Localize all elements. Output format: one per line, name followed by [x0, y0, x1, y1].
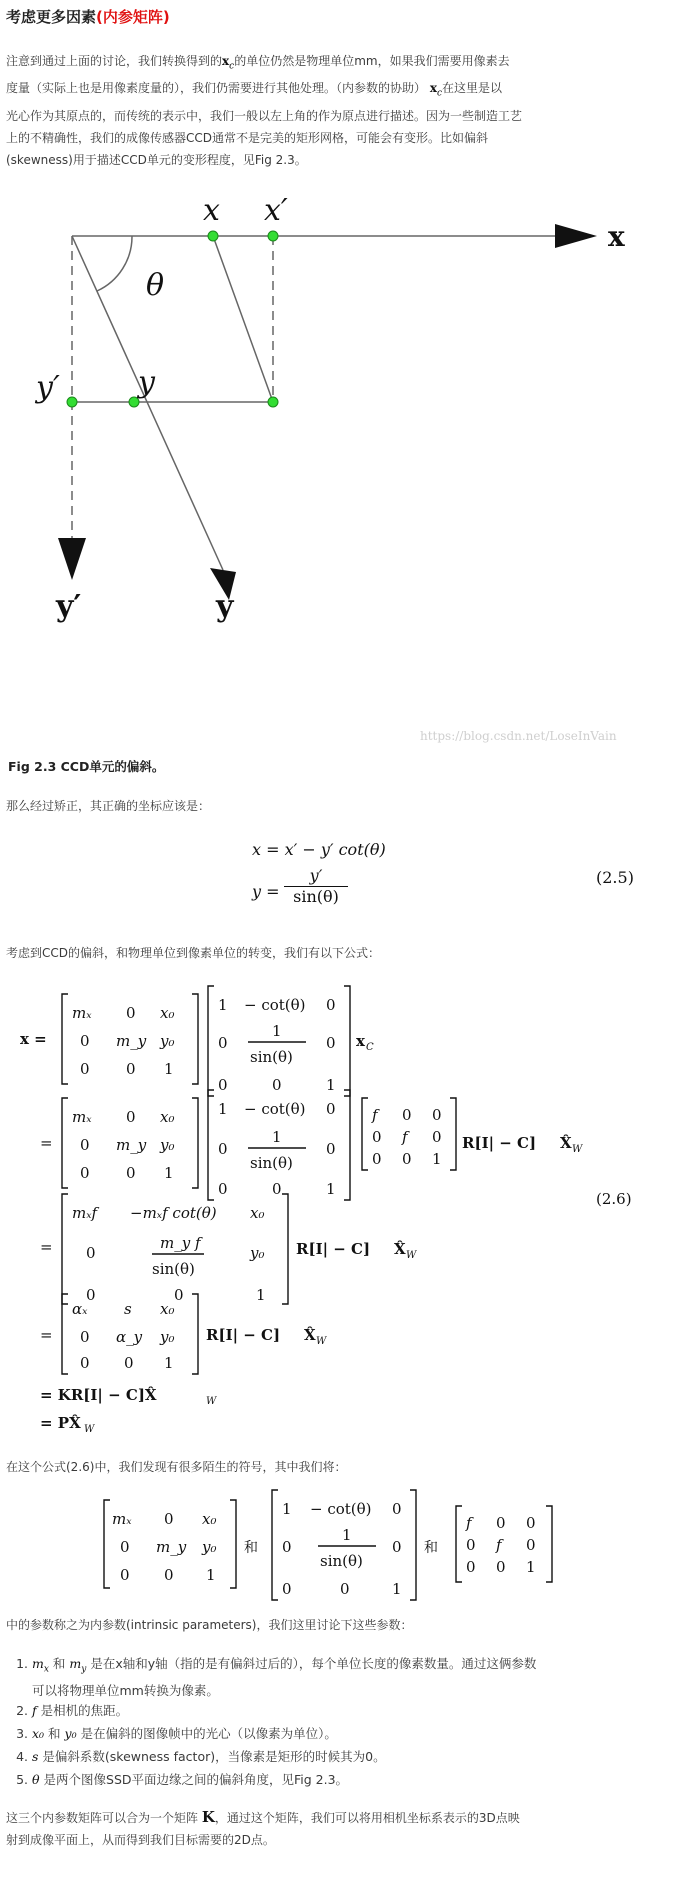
m2-cell: sin(θ)	[320, 1552, 363, 1570]
m2-cell: 0	[272, 1076, 282, 1094]
eq26-w: W	[84, 1424, 95, 1435]
m4-cell: sin(θ)	[152, 1260, 195, 1278]
eq26-xc-sub: C	[366, 1042, 374, 1053]
point-yp	[67, 397, 77, 407]
math-x0: x₀	[32, 1725, 45, 1741]
eq26-ric: R[I| − C]	[296, 1240, 371, 1258]
m2-cell: 0	[326, 996, 336, 1014]
m3-cell: f	[466, 1514, 472, 1532]
m2-cell: 0	[326, 1034, 336, 1052]
m2-cell: 0	[282, 1580, 292, 1598]
m2-cell: 0	[218, 1034, 228, 1052]
intro-paragraph	[6, 50, 642, 171]
m5-cell: x₀	[160, 1300, 175, 1318]
m4-cell: x₀	[250, 1204, 265, 1222]
text-formula: 在这个公式(2.6)中，我们发现有很多陌生的符号，其中我们将：	[6, 1460, 347, 1474]
m5-cell: 1	[164, 1354, 174, 1372]
m4-cell: m_y f	[160, 1234, 201, 1252]
outro-text: 这三个内参数矩阵可以合为一个矩阵	[6, 1811, 199, 1825]
outro-line-1	[6, 1806, 642, 1829]
intrinsic-matrices	[0, 1486, 686, 1604]
eq26-eq: =	[40, 1238, 53, 1256]
point-corner	[268, 397, 278, 407]
m4-cell: mₓf	[72, 1204, 98, 1222]
math-sub-c: c	[437, 88, 443, 99]
eq26-eq: =	[40, 1134, 53, 1152]
m3-cell: 0	[526, 1514, 536, 1532]
eq25-den: sin(θ)	[284, 886, 348, 906]
m5-cell: αₓ	[72, 1300, 88, 1318]
m3-cell: f	[372, 1106, 378, 1124]
intro-line-5: (skewness)用于描述CCD单元的变形程度，见Fig 2.3。	[6, 152, 307, 167]
outro-text: ，通过这个矩阵，我们可以将用相机坐标系表示的3D点映	[214, 1811, 520, 1825]
m3-cell: 0	[466, 1558, 476, 1576]
x-axis-arrowhead	[555, 224, 597, 248]
m4-cell: y₀	[250, 1244, 265, 1262]
m5-cell: s	[124, 1300, 132, 1318]
heading-main: 考虑更多因素	[6, 8, 97, 26]
eq25-number: (2.5)	[596, 868, 634, 887]
m2-cell: 0	[392, 1500, 402, 1518]
math-theta: θ	[32, 1771, 40, 1787]
eq25-num: y′	[309, 866, 323, 885]
text-corrected: 那么经过矫正，其正确的坐标应该是：	[6, 799, 211, 813]
m1-cell: m_y	[116, 1032, 147, 1050]
m1-cell: 1	[206, 1566, 216, 1584]
m2-cell: 1	[272, 1022, 282, 1040]
figure-caption: Fig 2.3 CCD单元的偏斜。	[8, 759, 165, 774]
m1-cell: x₀	[160, 1004, 175, 1022]
m3-cell: f	[402, 1128, 408, 1146]
math-y0: y₀	[64, 1725, 77, 1741]
m4-cell: 0	[86, 1286, 96, 1304]
eq25-line1	[252, 840, 386, 859]
m3-cell: 0	[432, 1128, 442, 1146]
label-yp: y′	[36, 370, 60, 405]
intro-text: 的单位仍然是物理单位mm，如果我们需要用像素去	[234, 54, 510, 68]
label-yp-axis: y′	[56, 589, 82, 624]
eq25-fraction	[284, 866, 348, 906]
m1-cell: m_y	[116, 1136, 147, 1154]
m5-cell: y₀	[160, 1328, 175, 1346]
eq26-w: W	[206, 1396, 217, 1407]
text-consider: 考虑到CCD的偏斜，和物理单位到像素单位的转变，我们有以下公式：	[6, 946, 381, 960]
list-text: 可以将物理单位mm转换为像素。	[32, 1682, 219, 1698]
eq26-xhat: X̂	[560, 1134, 572, 1152]
m2-cell: 0	[218, 1180, 228, 1198]
intro-line-2	[6, 77, 642, 104]
label-theta: θ	[146, 268, 165, 303]
outro-line-2: 射到成像平面上，从而得到我们目标需要的2D点。	[6, 1833, 275, 1847]
m1-cell: 1	[164, 1164, 174, 1182]
m2-cell: sin(θ)	[250, 1048, 293, 1066]
m2-cell: 0	[282, 1538, 292, 1556]
m3-cell: 0	[466, 1536, 476, 1554]
m1-cell: 0	[126, 1164, 136, 1182]
intro-text: 在这里是以	[442, 81, 503, 96]
eq26-line5: = KR[I| − C]X̂	[40, 1386, 157, 1404]
math-xc: x	[429, 81, 437, 96]
label-y-axis: y	[216, 589, 234, 624]
m1-cell: 0	[126, 1108, 136, 1126]
m3-cell: f	[496, 1536, 502, 1554]
and-word: 和	[424, 1540, 438, 1556]
m5-cell: α_y	[116, 1328, 143, 1346]
yp-axis-arrowhead	[58, 538, 86, 580]
list-item	[32, 1768, 672, 1791]
m1-cell: 0	[80, 1136, 90, 1154]
point-xp	[268, 231, 278, 241]
math-my: m	[69, 1656, 82, 1671]
intro-text: 度量（实际上也是用像素度量的），我们仍需要进行其他处理。（内参数的协助）	[6, 81, 427, 96]
m3-cell: 0	[496, 1514, 506, 1532]
label-x: x	[203, 193, 220, 228]
list-text: 是偏斜系数(skewness factor)，当像素是矩形的时候其为0。	[42, 1748, 386, 1764]
m3-cell: 1	[526, 1558, 536, 1576]
and-word: 和	[244, 1540, 258, 1556]
m2-cell: 1	[392, 1580, 402, 1598]
m2-cell: 0	[392, 1538, 402, 1556]
label-y: y	[138, 365, 155, 400]
m4-cell: −mₓf cot(θ)	[130, 1204, 217, 1222]
m1-cell: 0	[80, 1060, 90, 1078]
m5-cell: 0	[80, 1354, 90, 1372]
skew-figure	[0, 168, 686, 748]
m3-cell: 0	[496, 1558, 506, 1576]
eq26-w: W	[316, 1336, 327, 1347]
m1-cell: 0	[120, 1538, 130, 1556]
list-text: 是两个图像SSD平面边缘之间的偏斜角度，见Fig 2.3。	[43, 1771, 349, 1787]
heading-highlight: (内参矩阵)	[96, 8, 170, 26]
label-xp: x′	[264, 193, 288, 228]
m2-cell: 0	[218, 1140, 228, 1158]
m2-cell: 1	[326, 1076, 336, 1094]
eq26-ric: R[I| − C]	[206, 1326, 281, 1344]
watermark: https://blog.csdn.net/LoseInVain	[420, 729, 617, 743]
m1-cell: 0	[120, 1566, 130, 1584]
m3-cell: 0	[402, 1106, 412, 1124]
m1-cell: y₀	[160, 1032, 175, 1050]
intro-text: 注意到通过上面的讨论，我们转换得到的	[6, 54, 223, 68]
eq26-line6: = PX̂	[40, 1414, 81, 1432]
eq26-xc: x	[356, 1032, 365, 1050]
m1-cell: mₓ	[72, 1004, 92, 1022]
list-item: 1. $m_x$ 和 $m_y$ 是在x轴和y轴（指的是有偏斜过后的），每个单位长度的像素数量。通过这俩参数 可以将物理单位mm转换为像素。	[32, 1652, 672, 1699]
m2-cell: 0	[326, 1140, 336, 1158]
m2-cell: − cot(θ)	[244, 1100, 306, 1118]
m5-cell: 0	[80, 1328, 90, 1346]
eq25-line1-text: x = x′ − y′ cot(θ)	[252, 840, 386, 859]
text-params: 中的参数称之为内参数(intrinsic parameters)，我们这里讨论下这些参数：	[6, 1618, 413, 1632]
list-item	[32, 1722, 672, 1745]
m2-cell: 0	[326, 1100, 336, 1118]
label-x-axis: x	[608, 220, 625, 253]
m4-cell: 0	[86, 1244, 96, 1262]
m2-cell: 1	[326, 1180, 336, 1198]
point-x	[208, 231, 218, 241]
eq26-w: W	[572, 1144, 583, 1155]
m1-cell: y₀	[160, 1136, 175, 1154]
m2-cell: − cot(θ)	[310, 1500, 372, 1518]
m1-cell: x₀	[160, 1108, 175, 1126]
m1-cell: mₓ	[112, 1510, 132, 1528]
list-text: 是在x轴和y轴（指的是有偏斜过后的），每个单位长度的像素数量。通过这俩参数	[90, 1656, 537, 1671]
m2-cell: 1	[342, 1526, 352, 1544]
m1-cell: 0	[126, 1060, 136, 1078]
m2-cell: 0	[340, 1580, 350, 1598]
intro-line-1	[6, 50, 642, 77]
m2-cell: 1	[218, 996, 228, 1014]
math-sub-c: c	[229, 61, 235, 72]
m2-cell: 1	[218, 1100, 228, 1118]
m2-cell: − cot(θ)	[244, 996, 306, 1014]
m1-cell: 0	[164, 1566, 174, 1584]
list-text: 和	[48, 1725, 61, 1741]
list-text: 和	[52, 1656, 66, 1671]
eq26-xhat: X̂	[304, 1326, 316, 1344]
m3-cell: 1	[432, 1150, 442, 1168]
m1-cell: 1	[164, 1060, 174, 1078]
list-text: 是在偏斜的图像帧中的光心（以像素为单位）。	[80, 1725, 337, 1741]
m3-cell: 0	[526, 1536, 536, 1554]
m4-cell: 0	[174, 1286, 184, 1304]
math-mx: m	[32, 1656, 44, 1671]
m2-cell: sin(θ)	[250, 1154, 293, 1172]
section-heading	[6, 6, 170, 27]
intro-line-4: 上的不精确性，我们的成像传感器CCD通常不是完美的矩形网格，可能会有变形。比如偏斜	[6, 130, 489, 145]
eq26-lhs: x =	[20, 1030, 47, 1048]
m5-cell: 0	[124, 1354, 134, 1372]
m2-cell: 1	[272, 1128, 282, 1146]
eq26-number: (2.6)	[596, 1190, 632, 1208]
list-item	[32, 1699, 672, 1722]
m1-cell: mₓ	[72, 1108, 92, 1126]
intro-line-3: 光心作为其原点的，而传统的表示中，我们一般以左上角的作为原点进行描述。因为一些制造工艺	[6, 108, 523, 123]
param-list	[14, 1652, 672, 1791]
eq26-w: W	[406, 1250, 417, 1261]
m3-cell: 0	[372, 1128, 382, 1146]
math-k: K	[201, 1808, 215, 1826]
m3-cell: 0	[372, 1150, 382, 1168]
m1-cell: 0	[126, 1004, 136, 1022]
outro-paragraph	[6, 1806, 642, 1851]
m3-cell: 0	[402, 1150, 412, 1168]
m4-cell: 1	[256, 1286, 266, 1304]
math-f: f	[32, 1702, 37, 1718]
math-xc: x	[222, 54, 230, 68]
list-text: 是相机的焦距。	[40, 1702, 129, 1718]
m1-cell: 0	[80, 1164, 90, 1182]
eq26-eq: =	[40, 1326, 53, 1344]
m1-cell: 0	[164, 1510, 174, 1528]
m1-cell: 0	[80, 1032, 90, 1050]
m2-cell: 1	[282, 1500, 292, 1518]
eq26-xhat: X̂	[394, 1240, 406, 1258]
list-item	[32, 1745, 672, 1768]
m1-cell: m_y	[156, 1538, 187, 1556]
m3-cell: 0	[432, 1106, 442, 1124]
m1-cell: y₀	[202, 1538, 217, 1556]
math-s: s	[32, 1748, 39, 1764]
m2-cell: 0	[272, 1180, 282, 1198]
eq26-block	[0, 982, 686, 1452]
eq26-ric: R[I| − C]	[462, 1134, 537, 1152]
m1-cell: x₀	[202, 1510, 217, 1528]
eq25-lhs: y =	[252, 882, 280, 901]
m2-cell: 0	[218, 1076, 228, 1094]
